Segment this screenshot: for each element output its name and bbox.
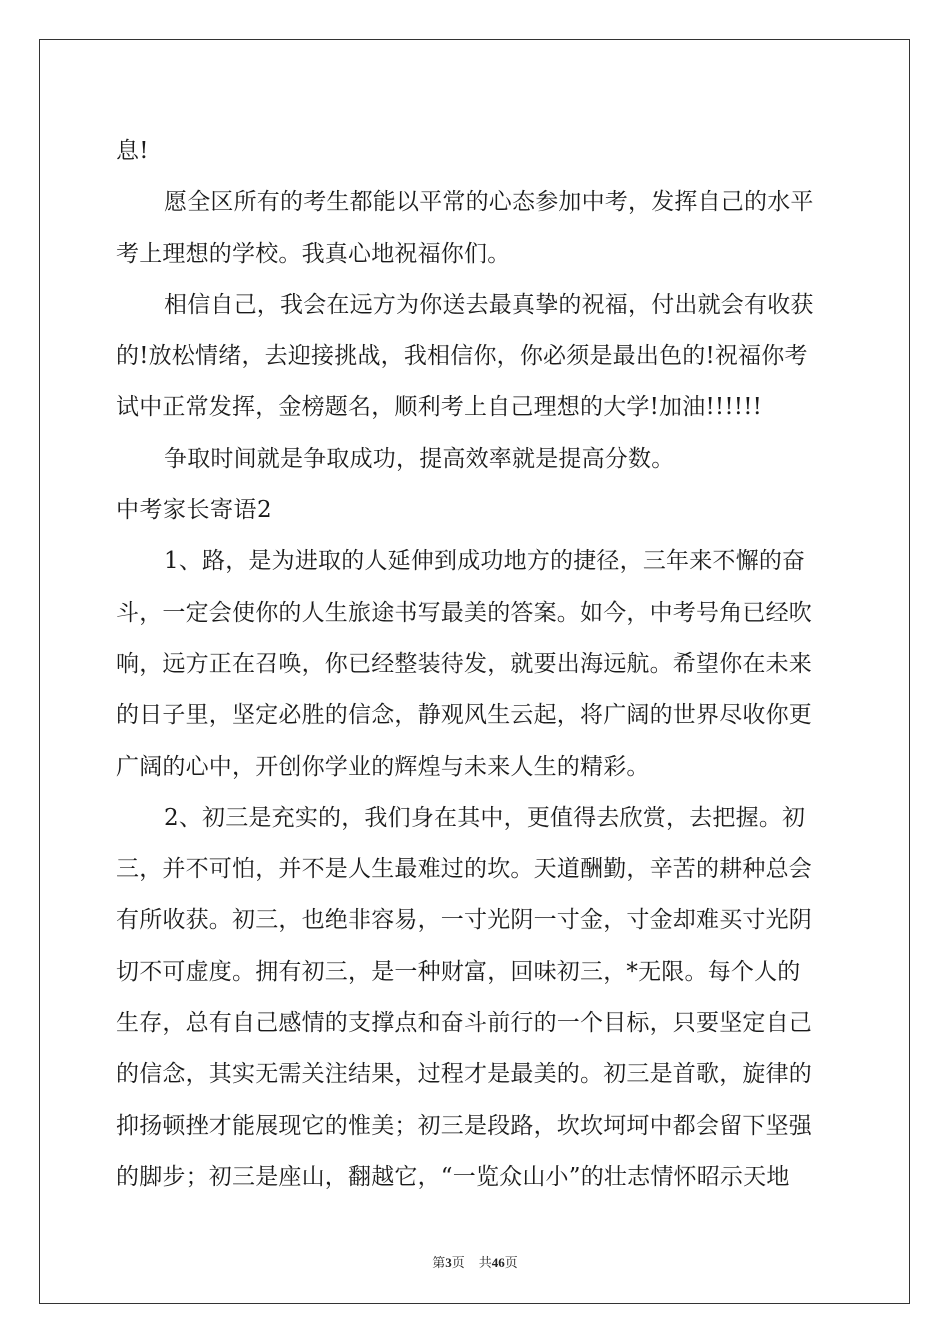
paragraph-start-line: 2、初三是充实的，我们身在其中，更值得去欣赏，去把握。初 <box>164 804 806 831</box>
paragraph-start-line: 争取时间就是争取成功，提高效率就是提高分数。 <box>164 445 675 472</box>
paragraph-start-line: 愿全区所有的考生都能以平常的心态参加中考，发挥自己的水平 <box>164 189 814 216</box>
section-heading: 中考家长寄语2 <box>116 497 273 524</box>
text-line: 考上理想的学校。我真心地祝福你们。 <box>116 240 511 267</box>
paragraph-start-line: 1、路，是为进取的人延伸到成功地方的捷径，三年来不懈的奋 <box>164 548 806 575</box>
text-line: 息! <box>116 138 149 164</box>
text-line: 抑扬顿挫才能展现它的惟美；初三是段路，坎坎坷坷中都会留下坚强 <box>116 1112 812 1139</box>
page-suffix: 页 <box>451 1255 465 1270</box>
total-prefix: 共 <box>478 1255 492 1270</box>
text-line: 响，远方正在召唤，你已经整装待发，就要出海远航。希望你在未来 <box>116 650 812 677</box>
document-body <box>116 126 836 1203</box>
text-line: 三，并不可怕，并不是人生最难过的坎。天道酬勤，辛苦的耕种总会 <box>116 856 812 883</box>
total-suffix: 页 <box>504 1255 518 1270</box>
current-page-number: 3 <box>445 1255 452 1270</box>
text-line: 的!放松情绪，去迎接挑战，我相信你，你必须是最出色的!祝福你考 <box>116 343 808 370</box>
text-line: 斗，一定会使你的人生旅途书写最美的答案。如今，中考号角已经吹 <box>116 599 812 626</box>
text-line: 试中正常发挥，金榜题名，顺利考上自己理想的大学!加油!!!!!! <box>116 394 763 421</box>
total-page-count: 46 <box>491 1255 505 1270</box>
text-line: 切不可虚度。拥有初三，是一种财富，回味初三，*无限。每个人的 <box>116 958 801 985</box>
text-line: 有所收获。初三，也绝非容易，一寸光阴一寸金，寸金却难买寸光阴 <box>116 907 812 934</box>
text-line: 生存，总有自己感情的支撑点和奋斗前行的一个目标，只要坚定自己 <box>116 1010 812 1037</box>
page-number-footer <box>0 1252 950 1271</box>
text-line: 的信念，其实无需关注结果，过程才是最美的。初三是首歌，旋律的 <box>116 1061 812 1088</box>
paragraph-start-line: 相信自己，我会在远方为你送去最真挚的祝福，付出就会有收获 <box>164 291 814 318</box>
text-line: 广阔的心中，开创你学业的辉煌与未来人生的精彩。 <box>116 753 650 780</box>
page-prefix: 第 <box>432 1255 446 1270</box>
text-line: 的日子里，坚定必胜的信念，静观风生云起，将广阔的世界尽收你更 <box>116 702 812 729</box>
text-line: 的脚步；初三是座山，翻越它，“一览众山小”的壮志情怀昭示天地 <box>116 1163 790 1190</box>
